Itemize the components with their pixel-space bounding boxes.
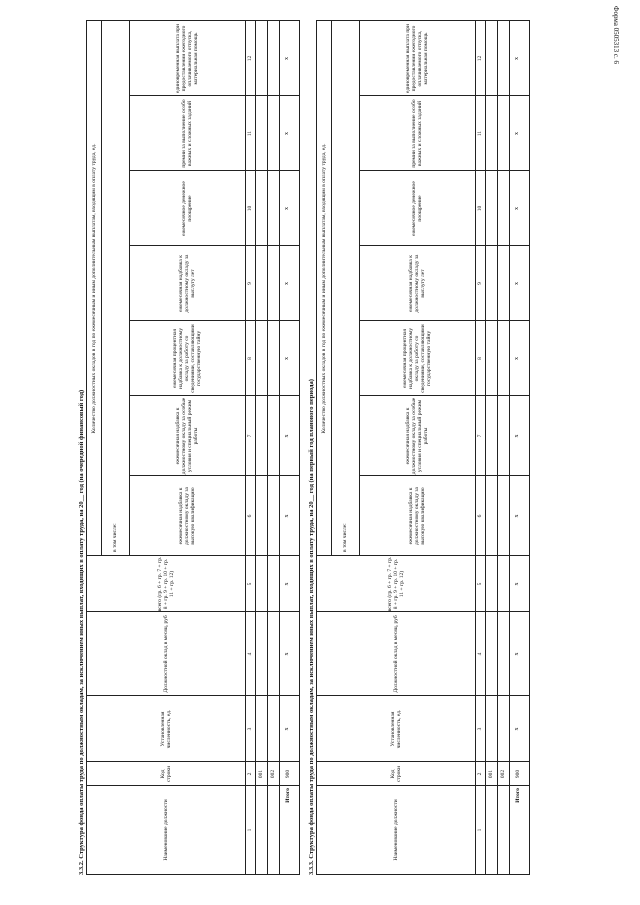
section2-col-total: всего (гр. 6 + гр. 7 + гр. 8 + гр. 9 + гр. 10 + гр. 11 + гр. 12) (386, 556, 406, 612)
section2-colnum: 1 (477, 828, 483, 832)
section1-col-group-header: Количество должностных окладов в год по ежемесячным и иным дополнительным выплатам, входящим в оплату труда, ед. (90, 143, 97, 434)
section1-col-total: всего (гр. 6 + гр. 7 + гр. 8 + гр. 9 + гр. 10 + гр. 11 + гр. 12) (156, 556, 176, 612)
section1-colnum: 12 (247, 55, 253, 62)
section1-x: x (284, 357, 290, 360)
section1-colnum: 5 (247, 582, 253, 586)
section1-table (86, 20, 300, 875)
section1-x: x (284, 514, 290, 518)
section1-x: x (284, 727, 290, 731)
section1-total-label: Итого (285, 788, 291, 803)
section2-row-code: 001 (488, 769, 494, 779)
section1-x: x (284, 282, 290, 285)
section2-colnum: 7 (477, 434, 483, 438)
section2-subcol-3: ежемесячная процентная надбавка к должностному окладу за работу со сведениями, составляющими государственную тайну (401, 324, 433, 393)
section2-col-group-header: Количество должностных окладов в год по ежемесячным и иным дополнительным выплатам, входящим в оплату труда, ед. (320, 143, 327, 434)
section1-col-salary: Должностной оклад в месяц, руб (162, 615, 169, 693)
section2-x: x (514, 57, 520, 60)
section1-subcol-4: ежемесячная надбавка к должностному окладу за выслугу лет (177, 254, 197, 313)
section2-row-code: 900 (515, 769, 521, 779)
section2-x: x (514, 652, 520, 656)
section2-subcol-1: ежемесячная надбавка к должностному окладу за высокую квалификацию (407, 486, 427, 546)
section1-row-code: 002 (270, 769, 276, 779)
section1-colnum: 1 (247, 828, 253, 832)
section1-subcol-6: премии за выполнение особо важных и сложных заданий (180, 99, 193, 168)
section2-subcol-5: ежемесячное денежное поощрение (410, 181, 423, 236)
section1-colnum: 11 (247, 130, 253, 137)
section1-x: x (284, 132, 290, 135)
section1-title: 3.3.2. Структура фонда оплаты труда по должностным окладам, за исключением иных выплат, входящих в оплату труда, на 20__ год (на очередной финансовый год) (78, 389, 85, 875)
section2-colnum: 11 (477, 130, 483, 137)
section2-colnum: 3 (477, 727, 483, 731)
section2-subcol-6: премии за выполнение особо важных и сложных заданий (410, 99, 423, 168)
section2-col-salary: Должностной оклад в месяц, руб (392, 615, 399, 693)
section1-colnum: 8 (247, 357, 253, 360)
section1-col-count: Установленная численность, ед. (159, 709, 172, 749)
section1-colnum: 2 (247, 772, 253, 776)
section2-colnum: 10 (477, 205, 483, 212)
section2-col-name: Наименование должности (392, 799, 399, 861)
section1-row-code: 001 (258, 769, 264, 779)
section2-col-code: Код строки (389, 765, 402, 783)
section1-x: x (284, 207, 290, 210)
section2-subcol-2: ежемесячная надбавка к должностному окладу за особые условия и специальный режим работы (404, 397, 430, 475)
section2-col-count: Установленная численность, ед. (389, 709, 402, 749)
section1-subcol-7: единовременная выплата при предоставлении ежегодного оплачиваемого отпуска, материальная помощь (174, 24, 200, 93)
section2-subcol-4: ежемесячная надбавка к должностному окладу за выслугу лет (407, 254, 427, 313)
section1-colnum: 10 (247, 205, 253, 212)
section1-colnum: 3 (247, 727, 253, 731)
section1-x: x (284, 652, 290, 656)
section1-col-including: в том числе: (111, 523, 118, 552)
section1-x: x (284, 434, 290, 438)
section1-subcol-3: ежемесячная процентная надбавка к должностному окладу за работу со сведениями, составляющими государственную тайну (171, 324, 203, 393)
section1-colnum: 6 (247, 514, 253, 518)
form-code: Форма 0505313 с. 6 (612, 6, 620, 65)
section2-x: x (514, 727, 520, 731)
section1-colnum: 7 (247, 434, 253, 438)
section1-subcol-1: ежемесячная надбавка к должностному окладу за высокую квалификацию (177, 486, 197, 546)
section2-colnum: 6 (477, 514, 483, 518)
section1-x: x (284, 57, 290, 60)
section1-subcol-5: ежемесячное денежное поощрение (180, 181, 193, 236)
section2-x: x (514, 434, 520, 438)
section2-total-label: Итого (515, 788, 521, 803)
section2-x: x (514, 207, 520, 210)
section2-title: 3.3.3. Структура фонда оплаты труда по должностным окладам, за исключением иных выплат, входящих в оплату труда, на 20__ год (на первый год планового периода) (308, 379, 315, 875)
section2-col-including: в том числе: (341, 523, 348, 552)
section2-x: x (514, 514, 520, 518)
section2-colnum: 12 (477, 55, 483, 62)
section2-subcol-7: единовременная выплата при предоставлении ежегодного оплачиваемого отпуска, материальная помощь (404, 24, 430, 93)
section2-x: x (514, 132, 520, 135)
section1-row-code: 900 (285, 769, 291, 779)
section1-col-code: Код строки (159, 765, 172, 783)
section2-table (316, 20, 530, 875)
section2-colnum: 2 (477, 772, 483, 776)
section2-row-code: 002 (500, 769, 506, 779)
section1-colnum: 9 (247, 282, 253, 285)
section1-colnum: 4 (247, 652, 253, 656)
section2-x: x (514, 282, 520, 285)
section2-colnum: 8 (477, 357, 483, 360)
section1-x: x (284, 582, 290, 586)
section2-colnum: 5 (477, 582, 483, 586)
section2-colnum: 9 (477, 282, 483, 285)
section2-colnum: 4 (477, 652, 483, 656)
section2-x: x (514, 582, 520, 586)
section2-x: x (514, 357, 520, 360)
section1-col-name: Наименование должности (162, 799, 169, 861)
section1-subcol-2: ежемесячная надбавка к должностному окладу за особые условия и специальный режим работы (174, 397, 200, 475)
